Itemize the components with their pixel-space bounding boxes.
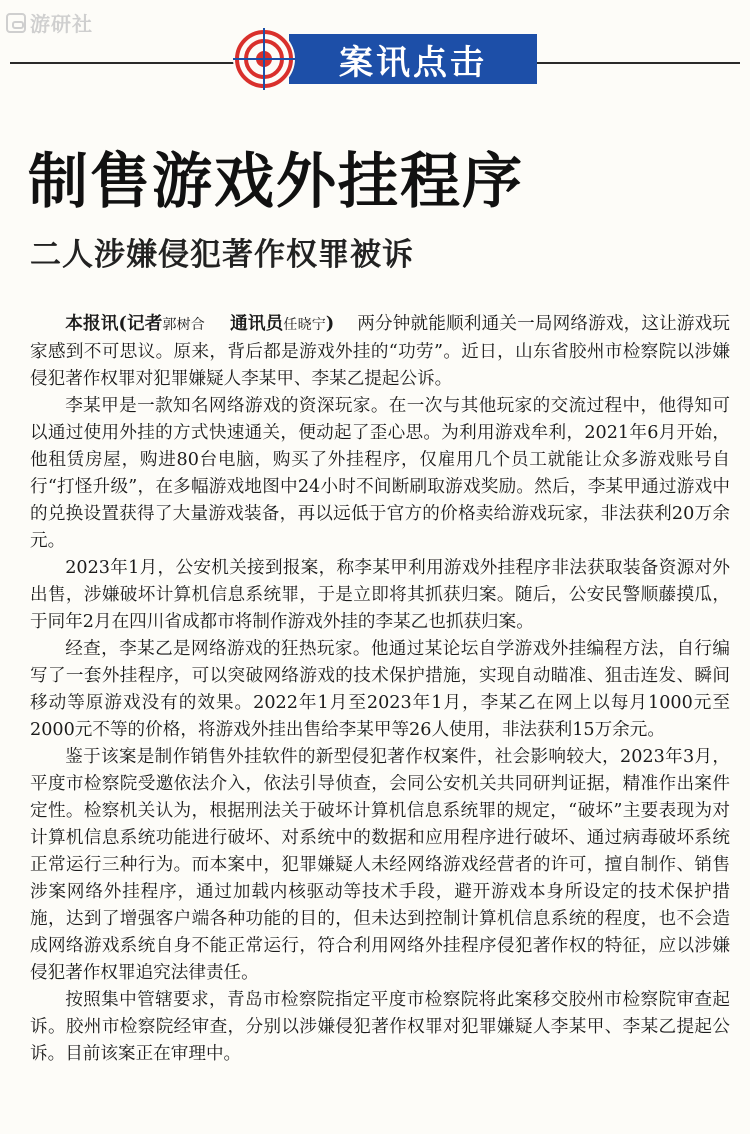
article-paragraph-1 bbox=[30, 310, 730, 393]
target-icon bbox=[233, 28, 295, 90]
article-paragraph-6: 按照集中管辖要求，青岛市检察院指定平度市检察院将此案移交胶州市检察院审查起诉。胶州市检察院经审查，分别以涉嫌侵犯著作权罪对犯罪嫌疑人李某甲、李某乙提起公诉。目前该案正在审理中。 bbox=[30, 990, 730, 1064]
article-body bbox=[30, 310, 730, 1068]
article-paragraph-5: 鉴于该案是制作销售外挂软件的新型侵犯著作权案件，社会影响较大，2023年3月，平度市检察院受邀依法介入，依法引导侦查，会同公安机关共同研判证据，精准作出案件定性。检察机关认为，根据刑法关于破坏计算机信息系统罪的规定，“破坏”主要表现为对计算机信息系统功能进行破坏、对系统中的数据和应用程序进行破坏、通过病毒破坏系统正常运行三种行为。而本案中，犯罪嫌疑人未经网络游戏经营者的许可，擅自制作、销售涉案网络外挂程序，通过加载内核驱动等技术手段，避开游戏本身所设定的技术保护措施，达到了增强客户端各种功能的目的，但未达到控制计算机信息系统的程度，也不会造成网络游戏系统自身不能正常运行，符合利用网络外挂程序侵犯著作权的特征，应以涉嫌侵犯著作权罪追究法律责任。 bbox=[30, 747, 730, 983]
byline-correspondent: 任晓宁 bbox=[283, 317, 326, 333]
byline bbox=[65, 313, 334, 334]
article-paragraph-4: 经查，李某乙是网络游戏的狂热玩家。他通过某论坛自学游戏外挂编程方法，自行编写了一套外挂程序，可以突破网络游戏的技术保护措施，实现自动瞄准、狙击连发、瞬间移动等原游戏没有的效果。2022年1月至2023年1月，李某乙在网上以每月1000元至2000元不等的价格，将游戏外挂出售给李某甲等26人使用，非法获利15万余元。 bbox=[30, 639, 730, 740]
banner-label: 案讯点击 bbox=[289, 34, 537, 84]
watermark-logo-icon bbox=[6, 13, 26, 33]
article-paragraph-2: 李某甲是一款知名网络游戏的资深玩家。在一次与其他玩家的交流过程中，他得知可以通过使用外挂的方式快速通关，便动起了歪心思。为利用游戏牟利，2021年6月开始，他租赁房屋，购进80台电脑，购买了外挂程序，仅雇用几个员工就能让众多游戏账号自行“打怪升级”，在多幅游戏地图中24小时不间断刷取游戏奖励。然后，李某甲通过游戏中的兑换设置获得了大量游戏装备，再以远低于官方的价格卖给游戏玩家，非法获利20万余元。 bbox=[30, 396, 730, 551]
headline-subtitle: 二人涉嫌侵犯著作权罪被诉 bbox=[30, 237, 414, 273]
byline-reporter: 郭树合 bbox=[162, 317, 205, 333]
paragraph-text: 两分钟就能顺利通关一局网络游戏，这让游戏玩家感到不可思议。原来，背后都是游戏外挂的“功劳”。近日，山东省胶州市检察院以涉嫌侵犯著作权罪对犯罪嫌疑人李某甲、李某乙提起公诉。 bbox=[30, 314, 730, 389]
byline-lead: 本报讯(记者 bbox=[65, 313, 163, 334]
byline-role: 通讯员 bbox=[230, 313, 284, 334]
watermark-text: 游研社 bbox=[30, 12, 93, 36]
watermark bbox=[6, 8, 93, 37]
section-banner bbox=[233, 28, 537, 90]
byline-close: ) bbox=[325, 313, 335, 334]
article-paragraph-3: 2023年1月，公安机关接到报案，称李某甲利用游戏外挂程序非法获取装备资源对外出售，涉嫌破坏计算机信息系统罪，于是立即将其抓获归案。随后，公安民警顺藤摸瓜，于同年2月在四川省成都市将制作游戏外挂的李某乙也抓获归案。 bbox=[30, 558, 730, 632]
headline-title: 制售游戏外挂程序 bbox=[28, 147, 524, 217]
